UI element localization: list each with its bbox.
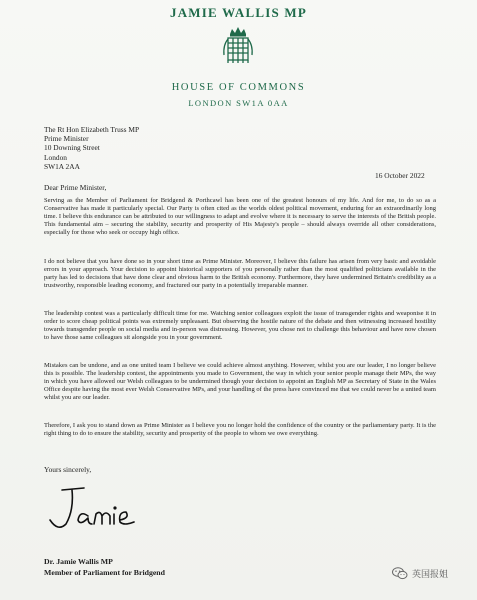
body-paragraph-2: I do not believe that you have done so in your short time as Prime Minister. Moreover, I believe this failure has arisen from very basic and avoidable errors in your approach. Your decision to appoint historical supporters of you personally rather than the most qualified politicians available in the party has led to decisions that have done clear and obvious harm to the British economy. Furthermore, they have undermined Britain's credibility as a trustworthy, responsible leading economy, and fractured our party in a potentially irreparable manner. [44, 258, 436, 290]
recipient-line: The Rt Hon Elizabeth Truss MP [44, 125, 140, 134]
signatory-title: Member of Parliament for Bridgend [44, 568, 165, 577]
signatory-name: Dr. Jamie Wallis MP [44, 557, 113, 566]
recipient-line: 10 Downing Street [44, 143, 100, 153]
closing: Yours sincerely, [44, 465, 92, 474]
watermark-text: 英国报姐 [412, 570, 449, 580]
letterhead-location: LONDON SW1A 0AA [188, 98, 289, 108]
salutation: Dear Prime Minister, [44, 183, 107, 192]
body-paragraph-3: The leadership contest was a particularly difficult time for me. Watching senior colleagues exploit the issue of transgender rights and weaponise it in order to score cheap political points was extremely unpleasant. But observing the hostile nature of the debate and then witnessing increased hostility towards transgender people on social media and in-person was distressing. However, you chose not to challenge this behaviour and have now chosen to have those same colleagues sit alongside you in your government. [44, 310, 436, 342]
handwritten-signature [44, 480, 164, 540]
body-paragraph-1: Serving as the Member of Parliament for Bridgend & Porthcawl has been one of the greatest honours of my life. And for me, to do so as a Conservative has made it particularly special. Our Party is often cited as the worlds oldest political movement, enduring for an extraordinarily long time. I believe this endurance can be attributed to our willingness to adapt and evolve where it is necessary to serve the interests of the British people. This fundamental aim – securing the stability, security and prosperity of His Majesty's people – should always override all other considerations, especially for those who seek or occupy high office. [44, 197, 436, 237]
body-paragraph-4: Mistakes can be undone, and as one united team I believe we could achieve almost anything. However, whilst you are our leader, I no longer believe this is possible. The leadership contest, the appointments you made to Government, the way in which your senior people manage their MPs, the way in which you have allowed our Welsh colleagues to be undermined though your decision to appoint an English MP as Secretary of State in the Wales Office despite having the most ever Welsh Conservative MPs, and your handling of the press have convinced me that we could never be a united team whilst you are our leader. [44, 362, 436, 402]
portcullis-icon [216, 25, 260, 69]
recipient-line: Prime Minister [44, 134, 89, 144]
watermark [392, 567, 448, 580]
recipient-address [44, 125, 139, 171]
recipient-line: London [44, 152, 67, 162]
letterhead-mp-name: JAMIE WALLIS MP [170, 5, 307, 20]
letterhead-house: HOUSE OF COMMONS [171, 82, 306, 93]
recipient-line: SW1A 2AA [44, 161, 80, 171]
wechat-icon [392, 567, 408, 580]
letter-date: 16 October 2022 [375, 171, 425, 180]
body-paragraph-5: Therefore, I ask you to stand down as Prime Minister as I believe you no longer hold the confidence of the country or the parliamentary party. It is the right thing to do to ensure the stability, security and prosperity of the people to whom we owe everything. [44, 422, 436, 438]
